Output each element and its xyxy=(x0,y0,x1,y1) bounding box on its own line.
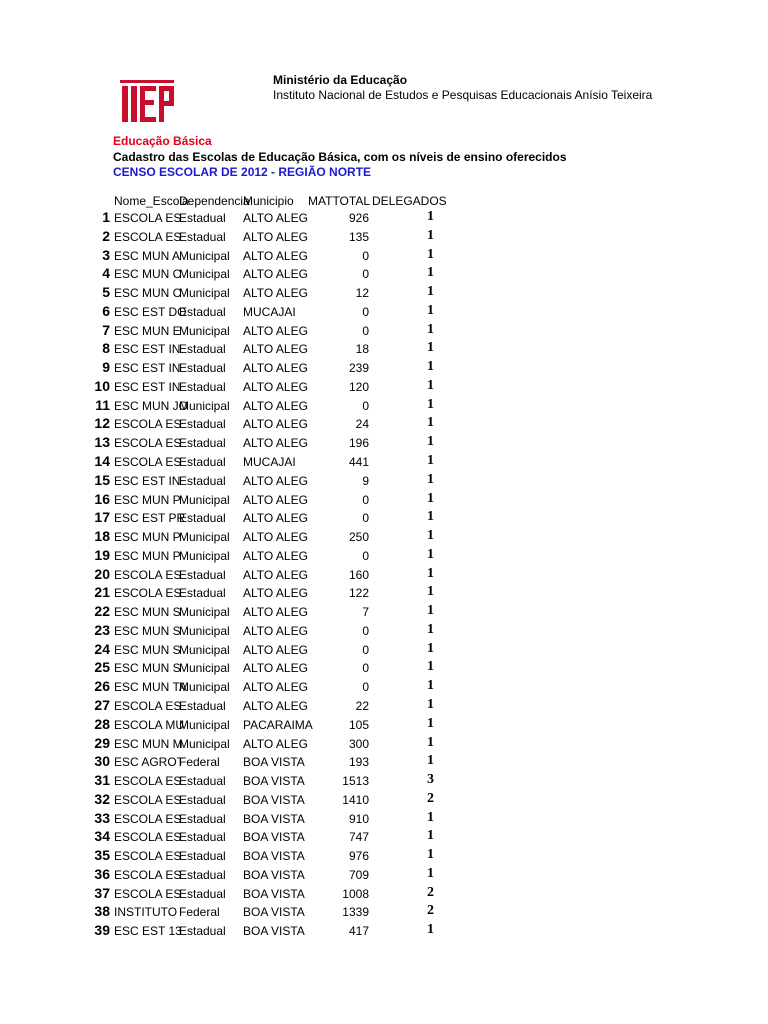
cell-mattotal: 441 xyxy=(348,455,369,469)
cell-dependencia: Estadual xyxy=(179,361,226,375)
cell-dependencia: Municipal xyxy=(179,286,230,300)
cell-mattotal: 0 xyxy=(362,549,369,563)
cell-municipio: BOA VISTA xyxy=(243,793,305,807)
cell-municipio: ALTO ALEG xyxy=(243,249,308,263)
cell-municipio: ALTO ALEG xyxy=(243,436,308,450)
row-number: 29 xyxy=(94,735,110,751)
cell-dependencia: Estadual xyxy=(179,699,226,713)
cell-municipio: ALTO ALEG xyxy=(243,230,308,244)
cell-nome: INSTITUTO xyxy=(114,905,178,919)
cell-delegados: 1 xyxy=(427,247,434,262)
cell-nome: ESCOLA ES xyxy=(114,830,182,844)
cell-municipio: ALTO ALEG xyxy=(243,737,308,751)
cell-mattotal: 417 xyxy=(348,924,369,938)
cell-delegados: 1 xyxy=(427,434,434,449)
cell-delegados: 1 xyxy=(427,397,434,412)
cell-delegados: 1 xyxy=(427,735,434,750)
cell-nome: ESC MUN P xyxy=(114,549,181,563)
row-number: 11 xyxy=(95,397,110,413)
cell-delegados: 1 xyxy=(427,378,434,393)
cell-dependencia: Estadual xyxy=(179,417,226,431)
cell-mattotal: 24 xyxy=(355,417,369,431)
cell-mattotal: 0 xyxy=(362,493,369,507)
row-number: 9 xyxy=(102,359,110,375)
cell-municipio: PACARAIMA xyxy=(243,718,313,732)
cell-delegados: 1 xyxy=(427,566,434,581)
cell-dependencia: Estadual xyxy=(179,830,226,844)
cell-delegados: 1 xyxy=(427,340,434,355)
cell-mattotal: 1410 xyxy=(342,793,369,807)
row-number: 16 xyxy=(94,491,110,507)
cell-delegados: 1 xyxy=(427,753,434,768)
row-number: 28 xyxy=(94,716,110,732)
cell-nome: ESC MUN A xyxy=(114,249,181,263)
row-number: 37 xyxy=(94,885,110,901)
cell-dependencia: Estadual xyxy=(179,568,226,582)
cell-municipio: ALTO ALEG xyxy=(243,549,308,563)
cell-dependencia: Municipal xyxy=(179,737,230,751)
cell-municipio: BOA VISTA xyxy=(243,755,305,769)
cell-dependencia: Estadual xyxy=(179,230,226,244)
document-title: Cadastro das Escolas de Educação Básica, com os níveis de ensino oferecidos xyxy=(113,150,567,164)
cell-municipio: BOA VISTA xyxy=(243,830,305,844)
cell-dependencia: Estadual xyxy=(179,586,226,600)
cell-dependencia: Estadual xyxy=(179,849,226,863)
cell-municipio: ALTO ALEG xyxy=(243,493,308,507)
cell-nome: ESCOLA ES xyxy=(114,211,182,225)
cell-dependencia: Municipal xyxy=(179,661,230,675)
cell-nome: ESCOLA ES xyxy=(114,455,182,469)
cell-mattotal: 0 xyxy=(362,249,369,263)
cell-mattotal: 976 xyxy=(348,849,369,863)
cell-dependencia: Municipal xyxy=(179,324,230,338)
cell-delegados: 1 xyxy=(427,209,434,224)
cell-dependencia: Municipal xyxy=(179,605,230,619)
row-number: 3 xyxy=(102,247,110,263)
cell-nome: ESC MUN S xyxy=(114,624,181,638)
cell-mattotal: 747 xyxy=(348,830,369,844)
cell-municipio: ALTO ALEG xyxy=(243,661,308,675)
cell-nome: ESC MUN S xyxy=(114,605,181,619)
cell-municipio: ALTO ALEG xyxy=(243,361,308,375)
cell-mattotal: 0 xyxy=(362,624,369,638)
row-number: 20 xyxy=(94,566,110,582)
cell-delegados: 1 xyxy=(427,697,434,712)
cell-mattotal: 7 xyxy=(362,605,369,619)
cell-delegados: 1 xyxy=(427,284,434,299)
cell-dependencia: Estadual xyxy=(179,211,226,225)
cell-delegados: 1 xyxy=(427,509,434,524)
cell-delegados: 1 xyxy=(427,641,434,656)
cell-delegados: 1 xyxy=(427,528,434,543)
row-number: 36 xyxy=(94,866,110,882)
row-number: 8 xyxy=(102,340,110,356)
cell-municipio: ALTO ALEG xyxy=(243,342,308,356)
cell-dependencia: Municipal xyxy=(179,493,230,507)
cell-mattotal: 910 xyxy=(348,812,369,826)
census-label: CENSO ESCOLAR DE 2012 - REGIÃO NORTE xyxy=(113,165,372,179)
row-number: 39 xyxy=(94,922,110,938)
cell-municipio: ALTO ALEG xyxy=(243,417,308,431)
cell-delegados: 1 xyxy=(427,472,434,487)
cell-dependencia: Estadual xyxy=(179,380,226,394)
cell-delegados: 1 xyxy=(427,584,434,599)
cell-nome: ESCOLA ES xyxy=(114,793,182,807)
cell-delegados: 1 xyxy=(427,847,434,862)
cell-nome: ESCOLA ES xyxy=(114,568,182,582)
cell-nome: ESC MUN S xyxy=(114,661,181,675)
cell-delegados: 1 xyxy=(427,678,434,693)
cell-municipio: BOA VISTA xyxy=(243,849,305,863)
cell-delegados: 1 xyxy=(427,303,434,318)
row-number: 38 xyxy=(94,903,110,919)
cell-delegados: 1 xyxy=(427,415,434,430)
row-number: 4 xyxy=(102,265,110,281)
cell-dependencia: Estadual xyxy=(179,474,226,488)
section-label: Educação Básica xyxy=(113,134,212,148)
cell-delegados: 1 xyxy=(427,716,434,731)
column-header-municipio: Municipio xyxy=(243,194,294,208)
cell-mattotal: 193 xyxy=(348,755,369,769)
cell-nome: ESC MUN TA xyxy=(114,680,187,694)
row-number: 13 xyxy=(94,434,110,450)
cell-mattotal: 926 xyxy=(348,211,369,225)
cell-nome: ESCOLA ES xyxy=(114,774,182,788)
cell-delegados: 1 xyxy=(427,228,434,243)
column-header-mattotal: MATTOTAL xyxy=(308,194,371,208)
cell-nome: ESC MUN JO xyxy=(114,399,189,413)
cell-nome: ESCOLA ES xyxy=(114,230,182,244)
cell-municipio: ALTO ALEG xyxy=(243,605,308,619)
cell-mattotal: 239 xyxy=(348,361,369,375)
cell-delegados: 3 xyxy=(427,772,434,787)
row-number: 26 xyxy=(94,678,110,694)
cell-delegados: 1 xyxy=(427,828,434,843)
cell-dependencia: Municipal xyxy=(179,249,230,263)
row-number: 23 xyxy=(94,622,110,638)
column-header-nome: Nome_Escola xyxy=(114,194,189,208)
cell-nome: ESC MUN P xyxy=(114,493,181,507)
row-number: 24 xyxy=(94,641,110,657)
cell-dependencia: Estadual xyxy=(179,511,226,525)
cell-mattotal: 22 xyxy=(355,699,369,713)
cell-nome: ESCOLA ES xyxy=(114,868,182,882)
cell-municipio: ALTO ALEG xyxy=(243,399,308,413)
cell-delegados: 1 xyxy=(427,659,434,674)
cell-municipio: MUCAJAI xyxy=(243,455,296,469)
column-header-delegados: DELEGADOS xyxy=(372,194,447,208)
cell-mattotal: 0 xyxy=(362,643,369,657)
cell-mattotal: 0 xyxy=(362,305,369,319)
row-number: 27 xyxy=(94,697,110,713)
cell-delegados: 1 xyxy=(427,491,434,506)
cell-delegados: 1 xyxy=(427,322,434,337)
cell-delegados: 2 xyxy=(427,791,434,806)
cell-nome: ESC EST IN xyxy=(114,474,181,488)
cell-dependencia: Estadual xyxy=(179,342,226,356)
cell-dependencia: Estadual xyxy=(179,305,226,319)
cell-mattotal: 709 xyxy=(348,868,369,882)
cell-dependencia: Federal xyxy=(179,755,220,769)
cell-municipio: ALTO ALEG xyxy=(243,586,308,600)
cell-nome: ESCOLA MU xyxy=(114,718,185,732)
cell-municipio: BOA VISTA xyxy=(243,774,305,788)
cell-nome: ESC EST IN xyxy=(114,380,181,394)
row-number: 30 xyxy=(94,753,110,769)
cell-delegados: 1 xyxy=(427,603,434,618)
row-number: 32 xyxy=(94,791,110,807)
cell-mattotal: 1339 xyxy=(342,905,369,919)
ministry-title: Ministério da Educação xyxy=(273,73,408,87)
row-number: 34 xyxy=(94,828,110,844)
cell-delegados: 1 xyxy=(427,922,434,937)
cell-mattotal: 1513 xyxy=(342,774,369,788)
cell-dependencia: Estadual xyxy=(179,868,226,882)
cell-nome: ESCOLA ES xyxy=(114,417,182,431)
cell-dependencia: Municipal xyxy=(179,643,230,657)
cell-mattotal: 0 xyxy=(362,267,369,281)
cell-dependencia: Estadual xyxy=(179,887,226,901)
cell-municipio: BOA VISTA xyxy=(243,868,305,882)
inep-logo-icon xyxy=(120,80,176,126)
cell-municipio: ALTO ALEG xyxy=(243,680,308,694)
cell-municipio: BOA VISTA xyxy=(243,905,305,919)
cell-dependencia: Municipal xyxy=(179,680,230,694)
cell-nome: ESC MUN C xyxy=(114,286,182,300)
cell-mattotal: 1008 xyxy=(342,887,369,901)
cell-delegados: 1 xyxy=(427,453,434,468)
cell-municipio: MUCAJAI xyxy=(243,305,296,319)
cell-delegados: 2 xyxy=(427,903,434,918)
cell-mattotal: 135 xyxy=(348,230,369,244)
cell-dependencia: Municipal xyxy=(179,549,230,563)
cell-mattotal: 300 xyxy=(348,737,369,751)
column-header-dependencia: Dependencia xyxy=(179,194,250,208)
cell-nome: ESC EST IN xyxy=(114,361,181,375)
cell-nome: ESC MUN P xyxy=(114,530,181,544)
cell-dependencia: Municipal xyxy=(179,530,230,544)
row-number: 10 xyxy=(94,378,110,394)
cell-mattotal: 18 xyxy=(355,342,369,356)
row-number: 19 xyxy=(94,547,110,563)
cell-mattotal: 0 xyxy=(362,399,369,413)
row-number: 33 xyxy=(94,810,110,826)
cell-municipio: ALTO ALEG xyxy=(243,211,308,225)
cell-nome: ESC MUN C xyxy=(114,267,182,281)
cell-nome: ESC MUN S xyxy=(114,643,181,657)
row-number: 1 xyxy=(102,209,110,225)
cell-municipio: ALTO ALEG xyxy=(243,511,308,525)
row-number: 14 xyxy=(94,453,110,469)
cell-mattotal: 0 xyxy=(362,661,369,675)
cell-nome: ESCOLA ES xyxy=(114,849,182,863)
cell-municipio: ALTO ALEG xyxy=(243,568,308,582)
cell-dependencia: Estadual xyxy=(179,455,226,469)
cell-nome: ESC MUN E xyxy=(114,324,181,338)
cell-delegados: 1 xyxy=(427,265,434,280)
cell-nome: ESCOLA ES xyxy=(114,436,182,450)
row-number: 17 xyxy=(94,509,110,525)
cell-mattotal: 0 xyxy=(362,680,369,694)
row-number: 25 xyxy=(94,659,110,675)
cell-dependencia: Estadual xyxy=(179,436,226,450)
cell-municipio: ALTO ALEG xyxy=(243,380,308,394)
cell-delegados: 1 xyxy=(427,547,434,562)
cell-delegados: 1 xyxy=(427,622,434,637)
row-number: 31 xyxy=(94,772,110,788)
cell-dependencia: Federal xyxy=(179,905,220,919)
row-number: 7 xyxy=(102,322,110,338)
cell-nome: ESC MUN M xyxy=(114,737,183,751)
cell-municipio: ALTO ALEG xyxy=(243,643,308,657)
row-number: 15 xyxy=(94,472,110,488)
cell-municipio: ALTO ALEG xyxy=(243,324,308,338)
cell-delegados: 1 xyxy=(427,359,434,374)
cell-municipio: ALTO ALEG xyxy=(243,267,308,281)
cell-delegados: 2 xyxy=(427,885,434,900)
cell-municipio: ALTO ALEG xyxy=(243,474,308,488)
cell-municipio: ALTO ALEG xyxy=(243,286,308,300)
row-number: 5 xyxy=(102,284,110,300)
row-number: 12 xyxy=(94,415,110,431)
cell-mattotal: 160 xyxy=(348,568,369,582)
cell-dependencia: Estadual xyxy=(179,793,226,807)
cell-municipio: ALTO ALEG xyxy=(243,699,308,713)
cell-municipio: ALTO ALEG xyxy=(243,530,308,544)
row-number: 18 xyxy=(94,528,110,544)
cell-delegados: 1 xyxy=(427,866,434,881)
cell-dependencia: Municipal xyxy=(179,399,230,413)
institute-name: Instituto Nacional de Estudos e Pesquisas Educacionais Anísio Teixeira xyxy=(273,88,653,102)
cell-nome: ESC EST PR xyxy=(114,511,186,525)
cell-dependencia: Municipal xyxy=(179,624,230,638)
cell-municipio: BOA VISTA xyxy=(243,812,305,826)
cell-mattotal: 250 xyxy=(348,530,369,544)
cell-mattotal: 9 xyxy=(362,474,369,488)
cell-mattotal: 120 xyxy=(348,380,369,394)
cell-nome: ESCOLA ES xyxy=(114,699,182,713)
cell-nome: ESCOLA ES xyxy=(114,887,182,901)
cell-dependencia: Estadual xyxy=(179,812,226,826)
cell-dependencia: Estadual xyxy=(179,924,226,938)
cell-mattotal: 0 xyxy=(362,511,369,525)
cell-mattotal: 0 xyxy=(362,324,369,338)
cell-municipio: BOA VISTA xyxy=(243,887,305,901)
cell-nome: ESCOLA ES xyxy=(114,812,182,826)
cell-municipio: ALTO ALEG xyxy=(243,624,308,638)
cell-mattotal: 12 xyxy=(355,286,369,300)
cell-mattotal: 105 xyxy=(348,718,369,732)
cell-nome: ESCOLA ES xyxy=(114,586,182,600)
cell-dependencia: Municipal xyxy=(179,267,230,281)
cell-municipio: BOA VISTA xyxy=(243,924,305,938)
row-number: 22 xyxy=(94,603,110,619)
cell-dependencia: Municipal xyxy=(179,718,230,732)
cell-mattotal: 122 xyxy=(348,586,369,600)
cell-nome: ESC EST IN xyxy=(114,342,181,356)
row-number: 6 xyxy=(102,303,110,319)
cell-nome: ESC EST 13 xyxy=(114,924,182,938)
cell-nome: ESC AGROT xyxy=(114,755,185,769)
row-number: 35 xyxy=(94,847,110,863)
cell-delegados: 1 xyxy=(427,810,434,825)
cell-nome: ESC EST DO xyxy=(114,305,187,319)
row-number: 2 xyxy=(102,228,110,244)
row-number: 21 xyxy=(94,584,110,600)
cell-mattotal: 196 xyxy=(348,436,369,450)
cell-dependencia: Estadual xyxy=(179,774,226,788)
